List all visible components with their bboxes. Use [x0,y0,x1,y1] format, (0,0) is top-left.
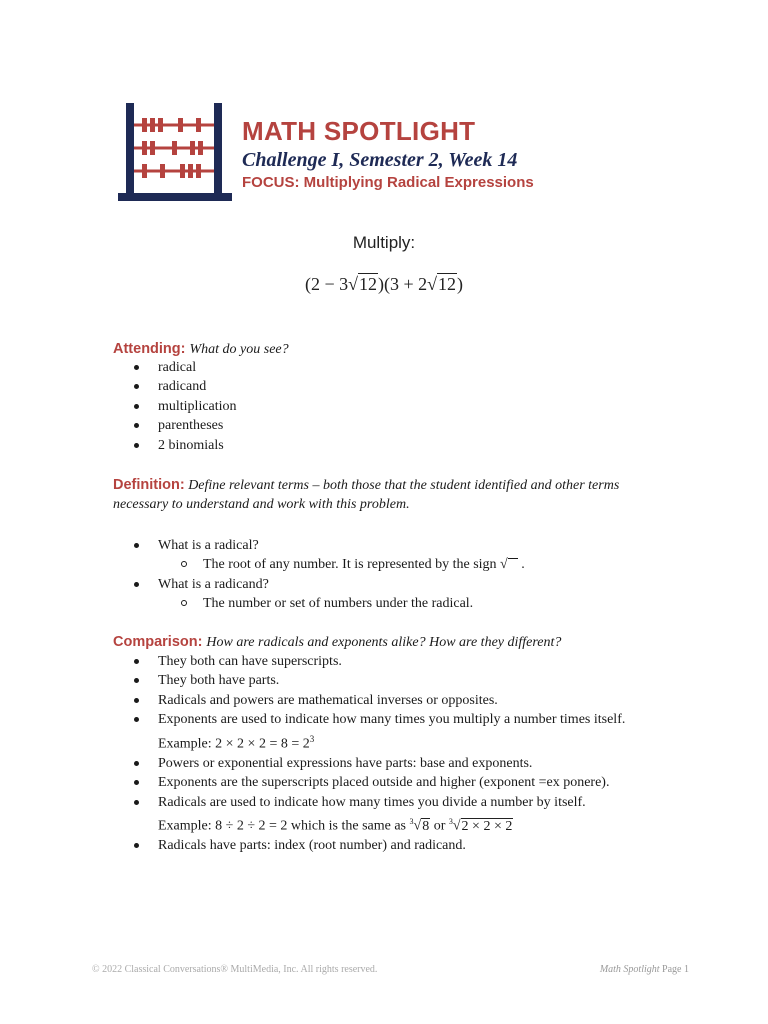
page-subtitle: Challenge I, Semester 2, Week 14 [242,149,518,171]
definition-label: Definition: [113,477,185,493]
list-item: Exponents are used to indicate how many times you multiply a number times itself. Example: $2 \times 2 \times 2 = 8 = 2^3$ [113,710,688,753]
comparison-label: Comparison: [113,634,203,650]
list-item: multiplication [113,397,673,416]
list-item: Radicals are used to indicate how many times you divide a number by itself. Example: 8 ÷ 2 ÷ 2 = 2 which is the same as $^3$√8 or $^3$√2 × 2 × 2 [113,793,688,836]
attending-list [113,358,673,455]
comparison-question: How are radicals and exponents alike? How are they different? [206,635,562,650]
problem-prompt: Multiply: [352,233,416,252]
comparison-heading [113,633,561,652]
comparison-list [113,652,688,855]
list-item: Exponents are the superscripts placed outside and higher (exponent =ex ponere). [113,773,688,792]
list-item: Radicals have parts: index (root number) and radicand. [113,836,688,855]
sub-list-item: The number or set of numbers under the radical. [158,594,673,613]
sub-list-item: The root of any number. It is represented by the sign √ . [158,555,673,574]
list-item: parentheses [113,416,673,435]
list-item: Powers or exponential expressions have parts: base and exponents. [113,754,688,773]
list-item: radicand [113,377,673,396]
radical-sign: √ [500,555,518,574]
list-item: What is a radical? The root of any number. It is represented by the sign √ . [113,536,673,575]
list-item: radical [113,358,673,377]
list-item: They both can have superscripts. [113,652,688,671]
attending-heading [113,340,289,359]
list-item: They both have parts. [113,671,688,690]
focus-line: FOCUS: Multiplying Radical Expressions [242,174,534,191]
page-title: MATH SPOTLIGHT [242,116,476,146]
abacus-icon [118,103,232,201]
definition-heading [113,476,673,514]
attending-question: What do you see? [189,342,289,357]
definition-question: Define relevant terms – both those that the student identified and other terms necessary to understand and work with this problem. [113,478,620,512]
footer-copyright: © 2022 Classical Conversations® MultiMedia, Inc. All rights reserved. [92,964,378,975]
footer-page: Math Spotlight Page 1 [599,964,689,975]
list-item: Radicals and powers are mathematical inverses or opposites. [113,691,688,710]
attending-label: Attending: [113,341,186,357]
definition-list [113,536,673,614]
list-item: What is a radicand? The number or set of numbers under the radical. [113,575,673,614]
problem-expression: (2 − 3√12)(3 + 2√12) [304,274,464,294]
list-item: 2 binomials [113,436,673,455]
